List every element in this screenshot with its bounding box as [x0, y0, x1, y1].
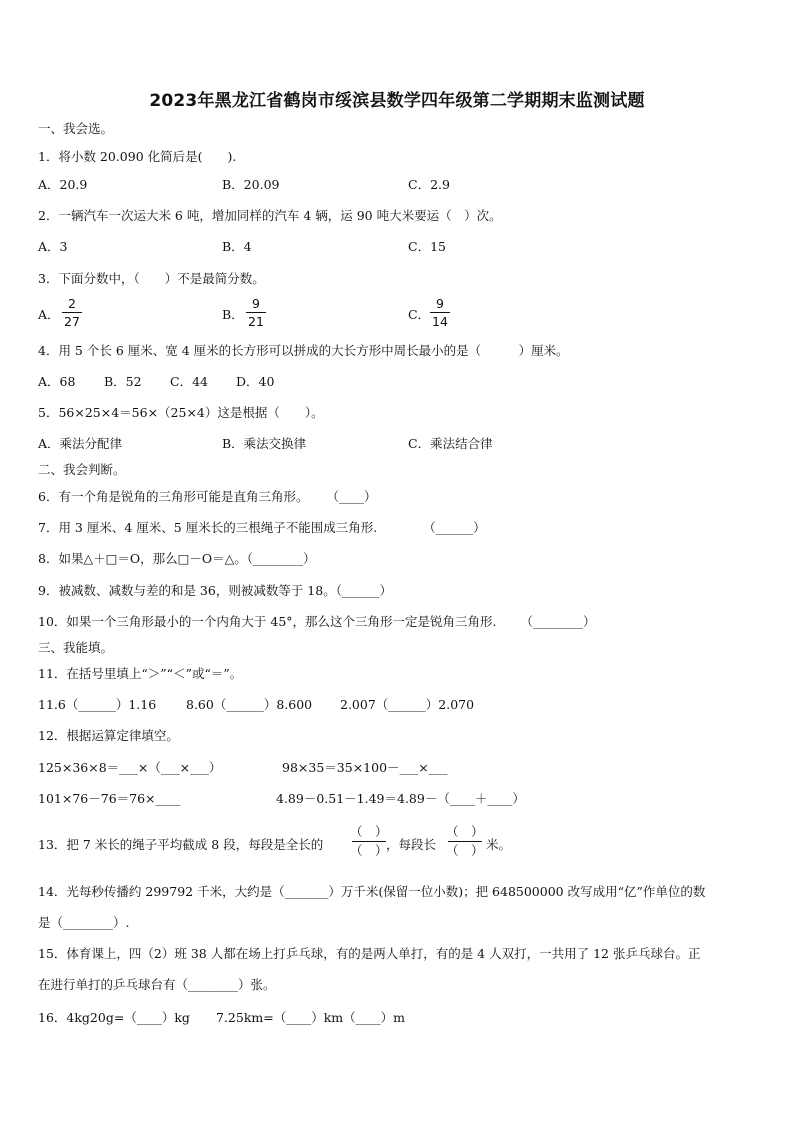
q12-line-2a: 101×76－76＝76×____: [38, 791, 181, 806]
q3-option-c-label: C．: [408, 307, 431, 322]
q3-option-a-label: A．: [38, 307, 60, 322]
question-8-text: 8．如果△＋□＝O，那么□－O＝△。: [38, 551, 247, 566]
q2-option-c: C．15: [408, 239, 446, 254]
question-6: [38, 489, 376, 505]
page-title: 2023年黑龙江省鹤岗市绥滨县数学四年级第二学期期末监测试题: [149, 91, 645, 111]
question-12-stem: 12．根据运算定律填空。: [38, 728, 179, 743]
q5-option-b: B．乘法交换律: [222, 436, 307, 451]
section-heading-choice: 一、我会选。: [38, 121, 114, 136]
fraction-bar: [246, 312, 266, 313]
q16-part-2: 7.25km=（____）km（____）m: [216, 1010, 406, 1025]
fraction-numerator: 9: [251, 296, 260, 311]
q1-option-c: C．2.9: [408, 177, 450, 192]
q11-part-3: 2.007（______）2.070: [340, 697, 475, 712]
question-15-line-2: 在进行单打的乒乓球台有（________）张。: [38, 977, 276, 992]
question-7: [38, 520, 486, 536]
question-1-stem: 1．将小数 20.090 化简后是( ).: [38, 149, 237, 164]
q3-option-c-fraction: [430, 296, 450, 329]
q5-option-a: A．乘法分配律: [38, 436, 123, 451]
q13-text-mid: ，每段长: [386, 837, 437, 852]
q16-part-1: 16．4kg20g=（____）kg: [38, 1010, 190, 1025]
q5-option-c: C．乘法结合律: [408, 436, 493, 451]
fraction-denominator: 27: [64, 314, 80, 329]
q2-option-a: A．3: [38, 239, 68, 254]
fraction-numerator: （ ）: [446, 824, 484, 839]
section-heading-fill: 三、我能填。: [38, 640, 114, 655]
q1-option-a: A．20.9: [38, 177, 88, 192]
q4-option-a: A．68: [38, 374, 76, 389]
q13-text-post: 米。: [486, 837, 512, 852]
q3-option-b-label: B．: [222, 307, 244, 322]
q13-text-pre: 13．把 7 米长的绳子平均截成 8 段，每段是全长的: [38, 837, 324, 852]
q12-line-2b: 4.89－0.51－1.49＝4.89－（____＋____）: [276, 791, 525, 806]
q3-option-b-fraction: [246, 296, 266, 329]
question-11-stem: 11．在括号里填上“＞”“＜”或“＝”。: [38, 666, 243, 681]
question-9-text: 9．被减数、减数与差的和是 36，则被减数等于 18。: [38, 583, 336, 598]
q11-part-2: 8.60（______）8.600: [186, 697, 313, 712]
fraction-bar: [62, 312, 82, 313]
question-14-line-1: 14．光每秒传播约 299792 千米，大约是（_______）万千米(保留一位小数)；把 648500000 改写成用“亿”作单位的数: [38, 884, 706, 899]
question-9-blank: （______）: [335, 583, 392, 598]
question-3-stem: 3．下面分数中，（ ）不是最简分数。: [38, 271, 265, 286]
q3-option-a-fraction: [62, 296, 82, 329]
question-8-blank: （________）: [246, 551, 316, 566]
question-8: [38, 551, 316, 567]
question-7-blank: （______）: [423, 520, 486, 535]
question-10-blank: （________）: [520, 614, 596, 629]
fraction-numerator: 9: [435, 296, 444, 311]
q1-option-b: B．20.09: [222, 177, 280, 192]
question-2-stem: 2．一辆汽车一次运大米 6 吨，增加同样的汽车 4 辆，运 90 吨大米要运（ ）次。: [38, 208, 502, 223]
fraction-numerator: （ ）: [350, 824, 388, 839]
question-4-stem: 4．用 5 个长 6 厘米、宽 4 厘米的长方形可以拼成的大长方形中周长最小的是（ ）厘米。: [38, 343, 569, 358]
question-5-stem: 5．56×25×4＝56×（25×4）这是根据（ ）。: [38, 405, 324, 420]
section-heading-judge: 二、我会判断。: [38, 462, 126, 477]
q11-part-1: 11.6（______）1.16: [38, 697, 157, 712]
fraction-denominator: （ ）: [350, 843, 388, 858]
question-10-text: 10．如果一个三角形最小的一个内角大于 45°，那么这个三角形一定是锐角三角形.: [38, 614, 497, 629]
q4-option-c: C．44: [170, 374, 208, 389]
q4-option-b: B．52: [104, 374, 142, 389]
q12-line-1a: 125×36×8＝___×（___×___）: [38, 760, 222, 775]
fraction-denominator: 14: [432, 314, 448, 329]
question-9: [38, 583, 392, 599]
question-15-line-1: 15．体育课上，四（2）班 38 人都在场上打乒乓球，有的是两人单打，有的是 4 人双打，一共用了 12 张乒乓球台。正: [38, 946, 701, 961]
q13-fraction-2: [446, 823, 484, 860]
question-10: [38, 614, 596, 630]
fraction-bar: [430, 312, 450, 313]
fraction-denominator: 21: [248, 314, 264, 329]
question-14-line-2: 是（________）.: [38, 915, 130, 930]
question-6-text: 6．有一个角是锐角的三角形可能是直角三角形。: [38, 489, 309, 504]
q4-option-d: D．40: [236, 374, 275, 389]
question-7-text: 7．用 3 厘米、4 厘米、5 厘米长的三根绳子不能围成三角形.: [38, 520, 378, 535]
question-6-blank: （____）: [326, 489, 377, 504]
q13-fraction-1: [350, 823, 388, 860]
fraction-denominator: （ ）: [446, 843, 484, 858]
q12-line-1b: 98×35＝35×100－___×___: [282, 760, 448, 775]
fraction-numerator: 2: [67, 296, 76, 311]
q2-option-b: B．4: [222, 239, 252, 254]
